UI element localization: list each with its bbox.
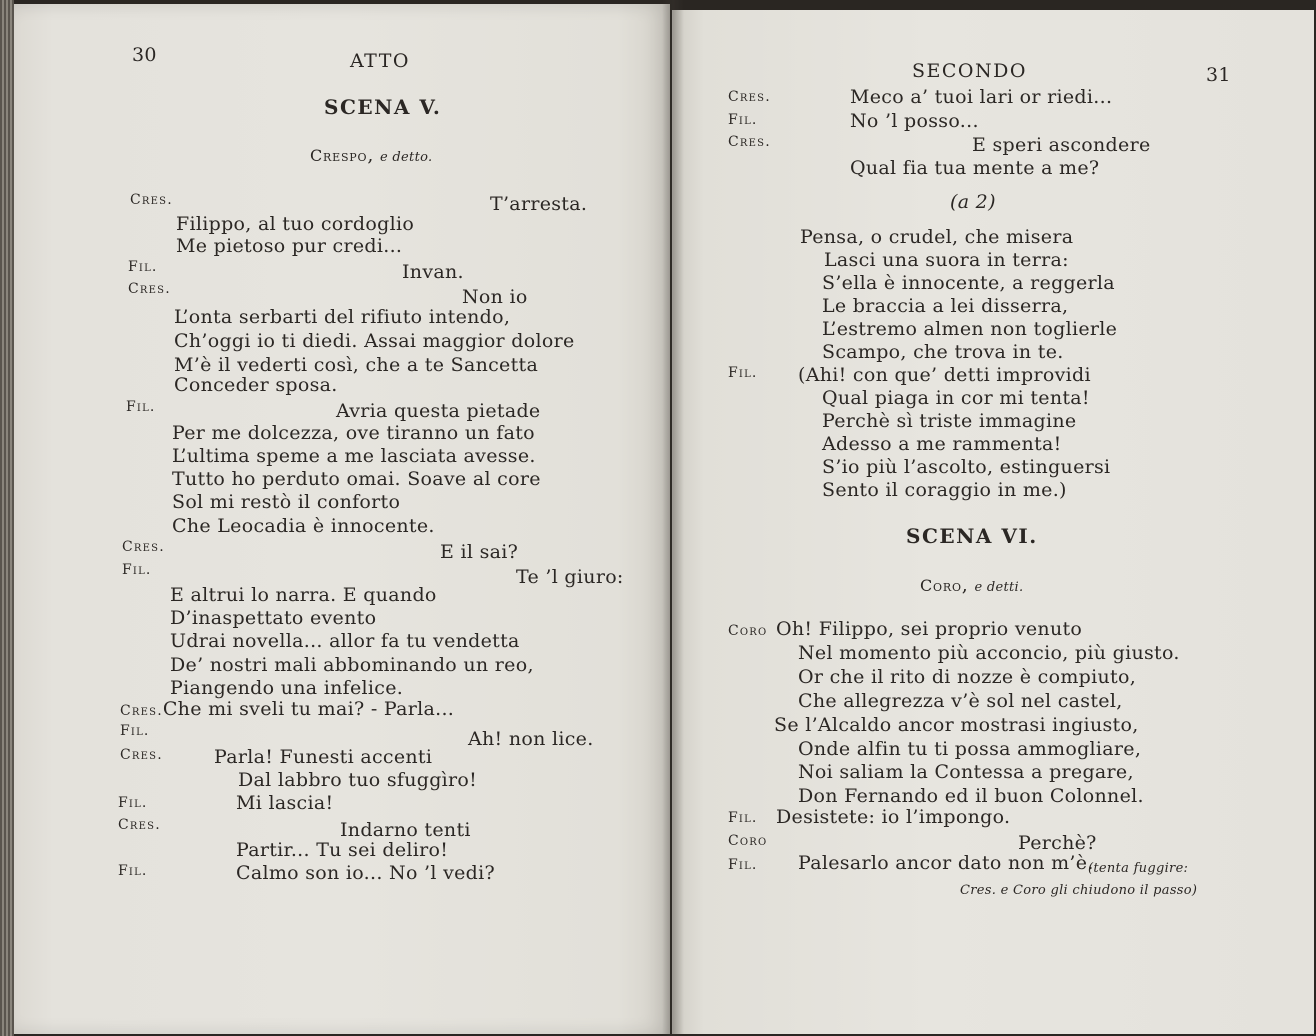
dialogue-line: Invan. [402,261,464,283]
dialogue-line: L’onta serbarti del rifiuto intendo, [174,306,511,328]
cast-name: Coro [920,576,962,595]
cast-name: Crespo [310,146,368,165]
dialogue-line: L’ultima speme a me lasciata avesse. [172,445,536,467]
speaker: Fil. [128,259,158,275]
dialogue-line: Sol mi restò il conforto [172,491,401,513]
verse-line: Le braccia a lei disserra, [822,295,1069,317]
chorus-line: Noi saliam la Contessa a pregare, [798,761,1134,783]
chorus-line: Se l’Alcaldo ancor mostrasi ingiusto, [774,714,1139,736]
chorus-line: Or che il rito di nozze è compiuto, [798,666,1137,688]
book-gutter [662,0,684,1036]
cast-note: e detti. [974,580,1024,595]
chorus-line: Nel momento più acconcio, più giusto. [798,642,1180,664]
dialogue-line: Qual fia tua mente a me? [850,157,1100,179]
aside-line: Sento il coraggio in me.) [822,479,1067,501]
aside-line: Perchè sì triste immagine [822,410,1077,432]
dialogue-line: Me pietoso pur credi... [176,235,403,257]
chorus-line: Oh! Filippo, sei proprio venuto [776,618,1083,640]
dialogue-line: Dal labbro tuo sfuggìro! [238,769,478,791]
cast-list: Crespo, e detto. [310,144,433,166]
speaker: Cres. [728,89,771,105]
chorus-line: Che allegrezza v’è sol nel castel, [798,690,1123,712]
dialogue-line: Conceder sposa. [174,374,338,396]
dialogue-line: Desistete: io l’impongo. [776,806,1011,828]
dialogue-line: Meco a’ tuoi lari or riedi... [850,86,1113,108]
dialogue-line: Perchè? [1018,832,1097,854]
verse-line: Lasci una suora in terra: [824,249,1069,271]
verse-line: Pensa, o crudel, che misera [800,226,1074,248]
dialogue-line: Te ’l giuro: [516,566,624,588]
dialogue-line: Filippo, al tuo cordoglio [176,213,415,235]
dialogue-line: Partir... Tu sei deliro! [236,839,449,861]
chorus-line: Onde alfin tu ti possa ammogliare, [798,738,1142,760]
right-page [672,10,1314,1034]
speaker: Cres. [130,192,173,208]
running-head: SECONDO [912,60,1027,82]
dialogue-line: Udrai novella... allor fa tu vendetta [170,630,520,652]
page-number: 30 [132,44,157,66]
aside-line: (Ahi! con que’ detti improvidi [798,364,1091,386]
dialogue-line: Calmo son io... No ’l vedi? [236,862,496,884]
dialogue-line: M’è il vederti così, che a te Sancetta [174,354,539,376]
speaker: Fil. [120,723,150,739]
speaker: Fil. [728,857,758,873]
speaker: Cres. [128,281,171,297]
dialogue-line: Ah! non lice. [468,728,594,750]
speaker: Cres. [118,817,161,833]
dialogue-line: Ch’oggi io ti diedi. Assai maggior dolore [174,330,575,352]
dialogue-line: E speri ascondere [972,134,1151,156]
speaker: Coro [728,833,768,849]
speaker: Coro [728,623,768,639]
dialogue-line: Palesarlo ancor dato non m’è. [798,852,1094,874]
dialogue-line: De’ nostri mali abbominando un reo, [170,654,534,676]
scene-title: SCENA VI. [906,524,1038,548]
page-edges [0,0,14,1036]
speaker: Cres. [120,747,163,763]
dialogue-line: Parla! Funesti accenti [214,746,433,768]
dialogue-line: Avria questa pietade [336,400,541,422]
running-head: ATTO [350,50,410,72]
dialogue-line: E il sai? [440,541,519,563]
cast-note: e detto. [380,150,433,165]
aside-line: Adesso a me rammenta! [822,433,1062,455]
stage-direction: Cres. e Coro gli chiudono il passo) [960,883,1198,898]
dialogue-line: No ’l posso... [850,110,979,132]
dialogue-line: Che Leocadia è innocente. [172,515,435,537]
verse-line: L’estremo almen non toglierle [822,318,1118,340]
dialogue-line: Non io [462,286,528,308]
a-due-marker: (a 2) [950,191,996,213]
dialogue-line: T’arresta. [490,193,588,215]
dialogue-line: Piangendo una infelice. [170,677,404,699]
verse-line: Scampo, che trova in te. [822,341,1064,363]
dialogue-line [120,698,454,722]
cast-list: Coro, e detti. [920,574,1024,596]
speaker: Fil. [728,112,758,128]
speaker: Fil. [118,863,148,879]
scene-title: SCENA V. [324,95,442,119]
dialogue-text: Che mi sveli tu mai? - Parla... [162,698,455,720]
left-page [14,4,670,1034]
chorus-line: Don Fernando ed il buon Colonnel. [798,785,1144,807]
dialogue-line: E altrui lo narra. E quando [170,584,437,606]
speaker: Cres. [120,703,163,719]
aside-line: Qual piaga in cor mi tenta! [822,387,1090,409]
dialogue-line: Per me dolcezza, ove tiranno un fato [172,422,535,444]
page-number: 31 [1206,64,1231,86]
speaker: Fil. [728,810,758,826]
speaker: Cres. [122,539,165,555]
aside-line: S’io più l’ascolto, estinguersi [822,456,1111,478]
speaker: Cres. [728,134,771,150]
dialogue-line: Tutto ho perduto omai. Soave al core [172,468,541,490]
stage-direction: (tenta fuggire: [1088,861,1189,876]
dialogue-line: D’inaspettato evento [170,607,377,629]
speaker: Fil. [728,365,758,381]
speaker: Fil. [126,399,156,415]
dialogue-line: Indarno tenti [340,819,471,841]
verse-line: S’ella è innocente, a reggerla [822,272,1115,294]
speaker: Fil. [118,795,148,811]
speaker: Fil. [122,562,152,578]
dialogue-line: Mi lascia! [236,792,334,814]
